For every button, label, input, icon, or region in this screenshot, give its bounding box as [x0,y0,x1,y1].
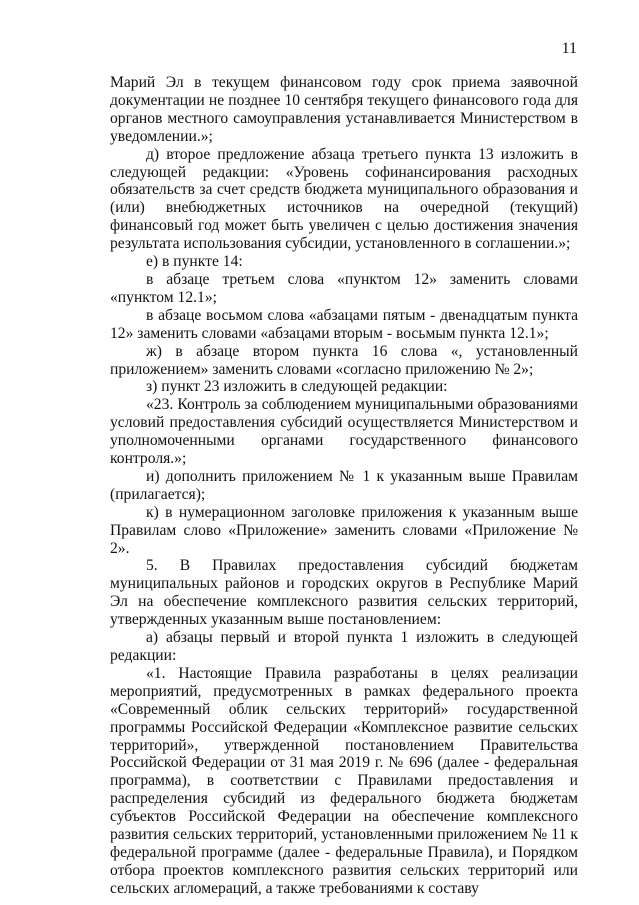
paragraph: «1. Настоящие Правила разработаны в целях реализации мероприятий, предусмотренных в рамках федерального проекта «Современный облик сельских территорий» государственной программы Российской Федерации «Комплексное развитие сельских территорий», утвержденной постановлением Правительства Российской Федерации от 31 мая 2019 г. № 696 (далее - федеральная программа), в соответствии с Правилами предоставления и распределения субсидий из федерального бюджета бюджетам субъектов Российской Федерации на обеспечение комплексного развития сельских территорий, установленными приложением № 11 к федеральной программе (далее - федеральные Правила), и Порядком отбора проектов комплексного развития сельских территорий или сельских агломераций, а также требованиями к составу [110,664,578,897]
paragraph: Марий Эл в текущем финансовом году срок приема заявочной документации не позднее 10 сентября текущего финансового года для органов местного самоуправления устанавливается Министерством в уведомлении.»; [110,74,578,145]
paragraph: «23. Контроль за соблюдением муниципальными образованиями условий предоставления субсидий осуществляется Министерством и уполномоченными органами государственного финансового контроля.»; [110,396,578,468]
paragraph: и) дополнить приложением № 1 к указанным выше Правилам (прилагается); [110,467,578,503]
paragraph: к) в нумерационном заголовке приложения к указанным выше Правилам слово «Приложение» заменить словами «Приложение № 2». [110,503,578,557]
page-number: 11 [561,40,577,57]
paragraph: ж) в абзаце втором пункта 16 слова «, установленный приложением» заменить словами «согласно приложению № 2»; [110,342,578,378]
paragraph: е) в пункте 14: [146,253,243,271]
paragraph: д) второе предложение абзаца третьего пункта 13 изложить в следующей редакции: «Уровень софинансирования расходных обязательств за счет средств бюджета муниципального образования и (или) внебюджетных источников на очередной (текущий) финансовый год может быть увеличен с целью достижения значения результата использования субсидии, установленного в соглашении.»; [110,145,578,253]
paragraph: 5. В Правилах предоставления субсидий бюджетам муниципальных районов и городских округов в Республике Марий Эл на обеспечение комплексного развития сельских территорий, утвержденных указанным выше постановлением: [110,557,578,629]
paragraph: а) абзацы первый и второй пункта 1 изложить в следующей редакции: [110,629,578,664]
paragraph: в абзаце третьем слова «пунктом 12» заменить словами «пунктом 12.1»; [110,270,578,306]
paragraph: з) пункт 23 изложить в следующей редакции: [146,378,448,396]
document-body [110,74,578,898]
paragraph: в абзаце восьмом слова «абзацами пятым - двенадцатым пункта 12» заменить словами «абзацами вторым - восьмым пункта 12.1»; [110,306,578,342]
